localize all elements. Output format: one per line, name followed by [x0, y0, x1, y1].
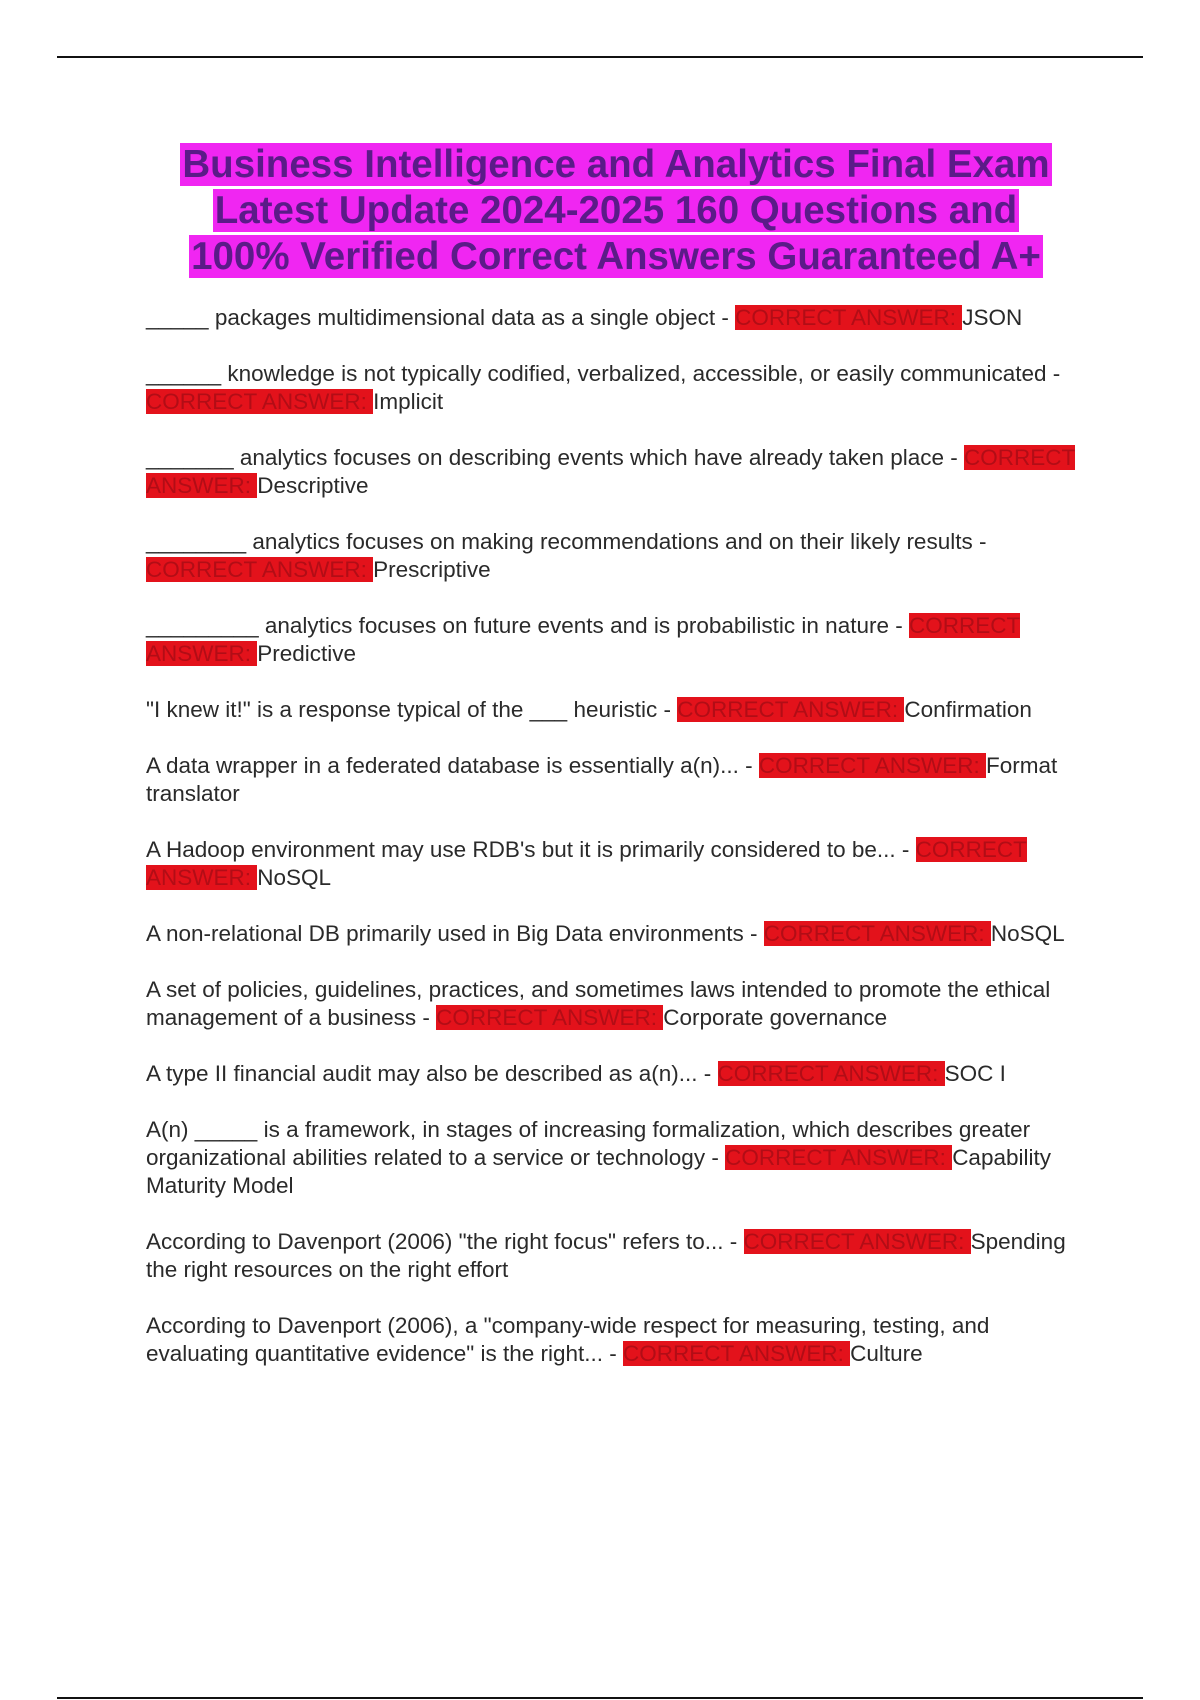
correct-answer-tag: CORRECT ANSWER: — [758, 753, 986, 778]
question-text: A set of policies, guidelines, practices, and sometimes laws intended to promote the ethical management of a business - — [146, 977, 1051, 1030]
qa-item — [146, 612, 1086, 668]
qa-item — [146, 976, 1086, 1032]
correct-answer-tag: CORRECT ANSWER: — [763, 921, 991, 946]
document-page — [146, 142, 1086, 1396]
question-text: A type II financial audit may also be described as a(n)... - — [146, 1061, 718, 1086]
question-text: _______ analytics focuses on describing events which have already taken place - — [146, 445, 964, 470]
answer-text: Capability Maturity Model — [146, 1145, 1051, 1198]
question-text: _____ packages multidimensional data as a single object - — [146, 305, 736, 330]
question-text: According to Davenport (2006) "the right focus" refers to... - — [146, 1229, 744, 1254]
question-text: A data wrapper in a federated database is essentially a(n)... - — [146, 753, 759, 778]
correct-answer-tag: CORRECT ANSWER: — [146, 613, 1021, 666]
title-line-1: Business Intelligence and Analytics Final Exam — [182, 143, 1050, 186]
bottom-rule — [57, 1697, 1143, 1699]
qa-item — [146, 444, 1086, 500]
correct-answer-tag: CORRECT ANSWER: — [436, 1005, 664, 1030]
question-text: According to Davenport (2006), a "company-wide respect for measuring, testing, and evaluating quantitative evidence" is the right... - — [146, 1313, 990, 1366]
correct-answer-tag: CORRECT ANSWER: — [146, 837, 1027, 890]
qa-item — [146, 528, 1086, 584]
question-text: _________ analytics focuses on future events and is probabilistic in nature - — [146, 613, 909, 638]
answer-text: Prescriptive — [373, 557, 491, 582]
top-rule — [57, 56, 1143, 58]
correct-answer-tag: CORRECT ANSWER: — [623, 1341, 851, 1366]
question-text: "I knew it!" is a response typical of the ___ heuristic - — [146, 697, 678, 722]
answer-text: Confirmation — [904, 697, 1032, 722]
answer-text: Implicit — [373, 389, 444, 414]
answer-text: SOC I — [944, 1061, 1006, 1086]
answer-text: Descriptive — [257, 473, 369, 498]
correct-answer-tag: CORRECT ANSWER: — [146, 445, 1076, 498]
correct-answer-tag: CORRECT ANSWER: — [743, 1229, 971, 1254]
title-line-3: 100% Verified Correct Answers Guaranteed A+ — [191, 235, 1041, 278]
question-text: A non-relational DB primarily used in Big Data environments - — [146, 921, 764, 946]
answer-text: JSON — [962, 305, 1023, 330]
qa-item — [146, 1060, 1086, 1088]
qa-item — [146, 1116, 1086, 1200]
answer-text: Culture — [850, 1341, 923, 1366]
correct-answer-tag: CORRECT ANSWER: — [146, 389, 374, 414]
question-text: A(n) _____ is a framework, in stages of increasing formalization, which describes greater organizational abilities related to a service or technology - — [146, 1117, 1031, 1170]
title-line-2: Latest Update 2024-2025 160 Questions and — [214, 189, 1018, 232]
answer-text: Spending the right resources on the right effort — [146, 1229, 1066, 1282]
answer-text: NoSQL — [990, 921, 1065, 946]
qa-item — [146, 1228, 1086, 1284]
question-text: A Hadoop environment may use RDB's but it is primarily considered to be... - — [146, 837, 916, 862]
answer-text: Format translator — [146, 753, 1058, 806]
answer-text: Predictive — [257, 641, 357, 666]
correct-answer-tag: CORRECT ANSWER: — [146, 557, 374, 582]
correct-answer-tag: CORRECT ANSWER: — [725, 1145, 953, 1170]
answer-text: NoSQL — [257, 865, 332, 890]
answer-text: Corporate governance — [663, 1005, 888, 1030]
qa-item — [146, 696, 1086, 724]
correct-answer-tag: CORRECT ANSWER: — [717, 1061, 945, 1086]
correct-answer-tag: CORRECT ANSWER: — [677, 697, 905, 722]
qa-item — [146, 304, 1086, 332]
qa-item — [146, 1312, 1086, 1368]
document-title — [146, 142, 1086, 280]
qa-item — [146, 836, 1086, 892]
qa-item — [146, 920, 1086, 948]
question-text: ________ analytics focuses on making recommendations and on their likely results - — [146, 529, 987, 554]
qa-item — [146, 360, 1086, 416]
question-text: ______ knowledge is not typically codified, verbalized, accessible, or easily communicated - — [146, 361, 1061, 386]
correct-answer-tag: CORRECT ANSWER: — [735, 305, 963, 330]
qa-item — [146, 752, 1086, 808]
